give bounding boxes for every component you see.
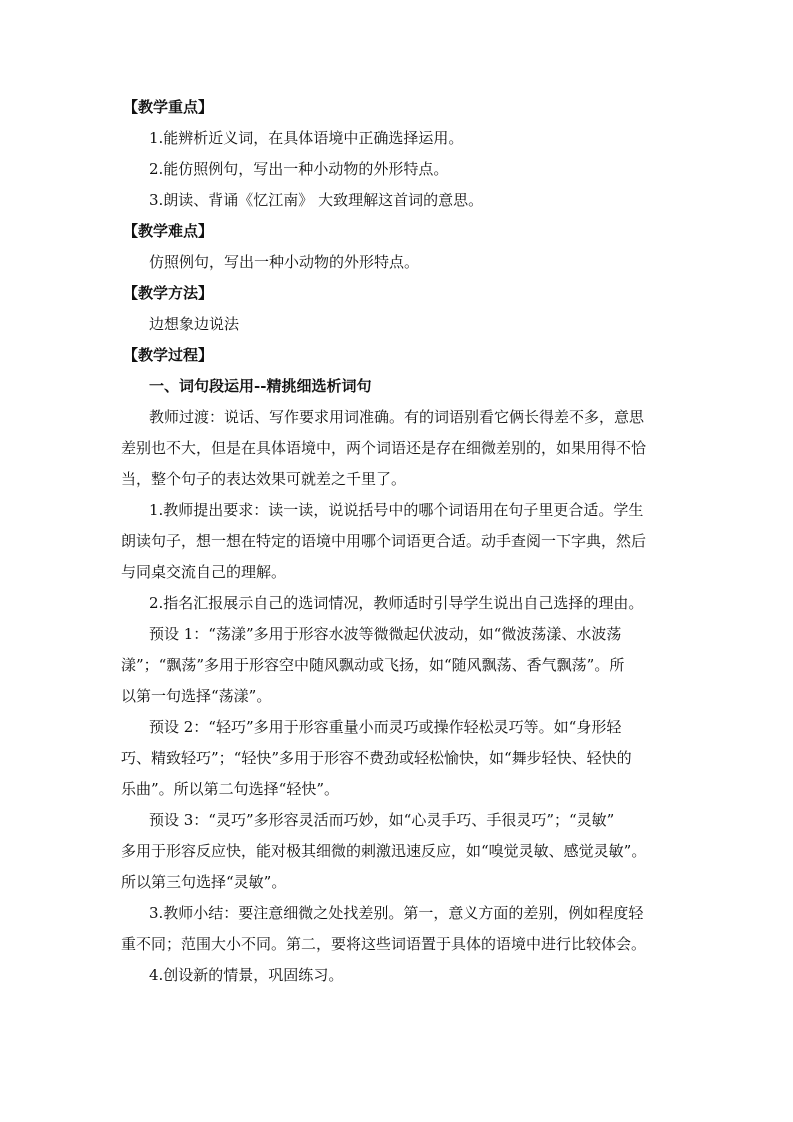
step-1-paragraph: [121, 495, 669, 588]
difficulty-heading: 【教学难点】: [123, 222, 214, 240]
paragraph-line: 以第一句选择“荡漾”。: [121, 687, 272, 705]
paragraph-line: 乐曲”。所以第二句选择“轻快”。: [121, 780, 340, 798]
paragraph-line: 教师过渡：说话、写作要求用词准确。有的词语别看它俩长得差不多，意思: [149, 408, 645, 426]
focus-item-3: 3.朗读、背诵《忆江南》 大致理解这首词的意思。: [149, 191, 484, 209]
paragraph-line: 1.教师提出要求：读一读，说说括号中的哪个词语用在句子里更合适。学生: [149, 501, 644, 519]
preset-1-paragraph: [121, 619, 669, 712]
step-4-paragraph: 4.创设新的情景，巩固练习。: [149, 966, 344, 984]
paragraph-line: 多用于形容反应快，能对极其细微的刺激迅速反应，如“嗅觉灵敏、感觉灵敏”。: [121, 842, 647, 860]
step-2-paragraph: 2.指名汇报展示自己的选词情况，教师适时引导学生说出自己选择的理由。: [149, 594, 644, 612]
paragraph-line: 漾”；“飘荡”多用于形容空中随风飘动或飞扬，如“随风飘荡、香气飘荡”。所: [121, 656, 625, 674]
section-title: 一、词句段运用--精挑细选析词句: [149, 377, 372, 395]
paragraph-line: 巧、精致轻巧”；“轻快”多用于形容不费劲或轻松愉快，如“舞步轻快、轻快的: [121, 749, 632, 767]
focus-item-1: 1.能辨析近义词，在具体语境中正确选择运用。: [149, 129, 464, 147]
focus-item-2: 2.能仿照例句，写出一种小动物的外形特点。: [149, 160, 449, 178]
preset-2-paragraph: [121, 712, 669, 805]
paragraph-line: 与同桌交流自己的理解。: [121, 563, 287, 581]
paragraph-line: 差别也不大，但是在具体语境中，两个词语还是存在细微差别的，如果用得不恰: [121, 439, 647, 457]
paragraph-line: 预设 2：“轻巧”多用于形容重量小而灵巧或操作轻松灵巧等。如“身形轻: [149, 718, 622, 736]
paragraph-line: 预设 3：“灵巧”多形容灵活而巧妙，如“心灵手巧、手很灵巧”；“灵敏”: [149, 811, 615, 829]
method-text: 边想象边说法: [149, 315, 240, 333]
paragraph-line: 重不同；范围大小不同。第二，要将这些词语置于具体的语境中进行比较体会。: [121, 935, 647, 953]
difficulty-text: 仿照例句，写出一种小动物的外形特点。: [149, 253, 420, 271]
step-3-paragraph: [121, 898, 669, 960]
transition-paragraph: [121, 402, 669, 495]
paragraph-line: 3.教师小结：要注意细微之处找差别。第一，意义方面的差别，例如程度轻: [149, 904, 644, 922]
paragraph-line: 当，整个句子的表达效果可就差之千里了。: [121, 470, 407, 488]
paragraph-line: 朗读句子，想一想在特定的语境中用哪个词语更合适。动手查阅一下字典，然后: [121, 532, 647, 550]
paragraph-line: 所以第三句选择“灵敏”。: [121, 873, 287, 891]
focus-heading: 【教学重点】: [123, 98, 214, 116]
method-heading: 【教学方法】: [123, 284, 214, 302]
process-heading: 【教学过程】: [123, 346, 214, 364]
paragraph-line: 预设 1：“荡漾”多用于形容水波等微微起伏波动，如“微波荡漾、水波荡: [149, 625, 622, 643]
lesson-plan-body: [121, 92, 669, 991]
preset-3-paragraph: [121, 805, 669, 898]
